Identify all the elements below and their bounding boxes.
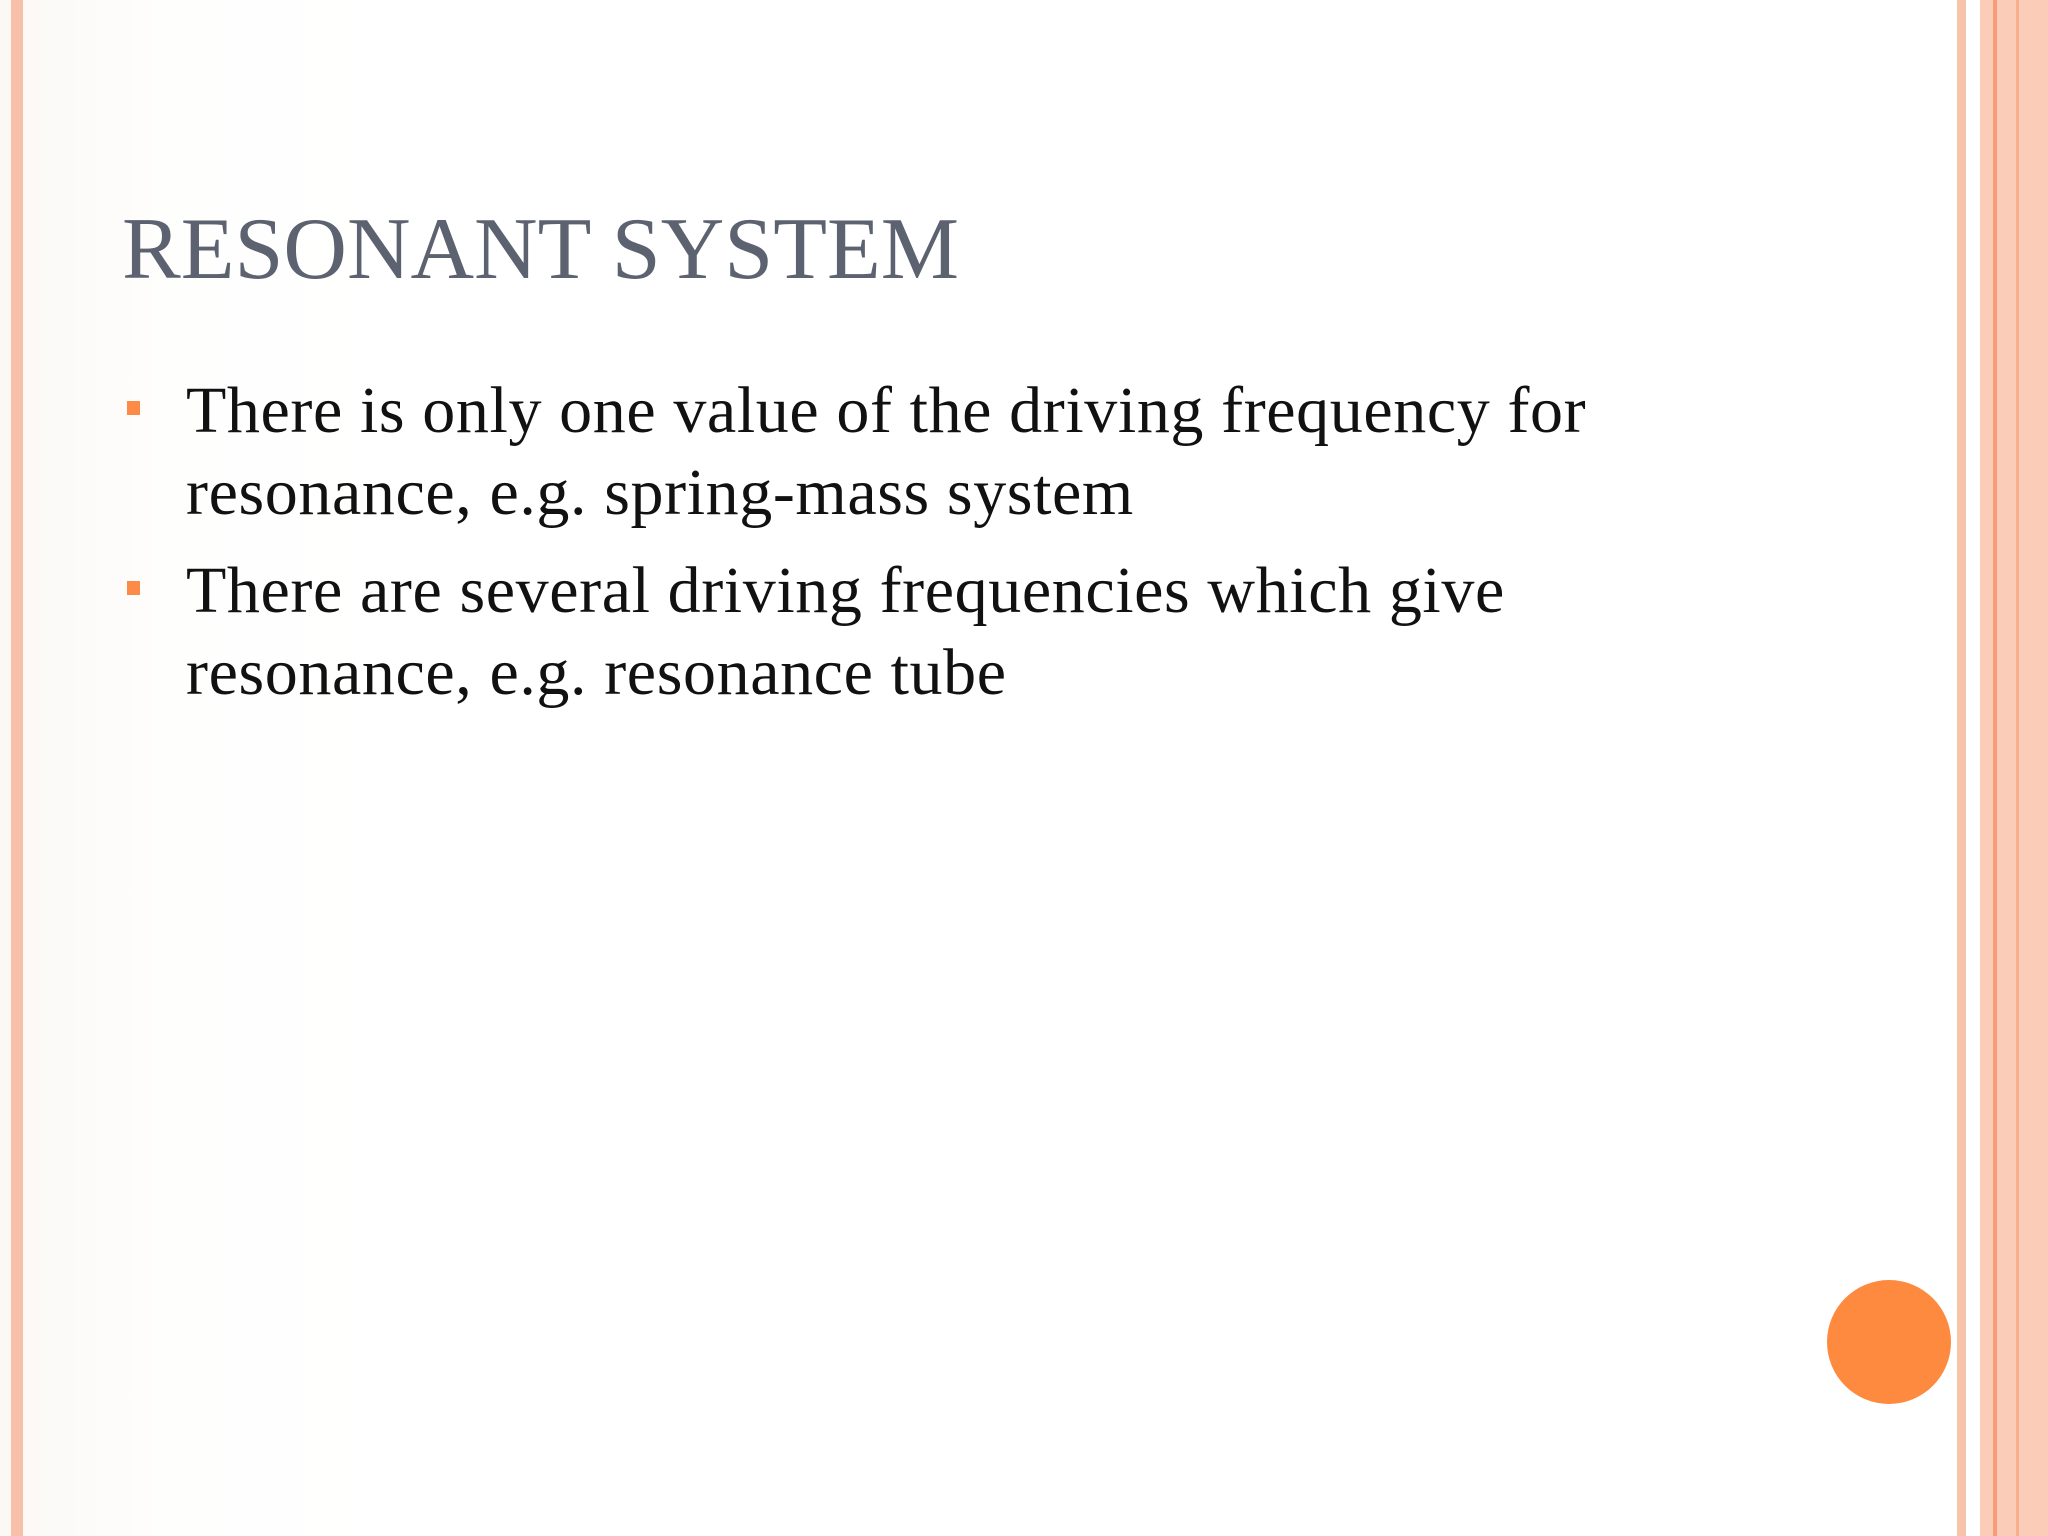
right-border-bar-outer bbox=[1980, 0, 2048, 1536]
square-bullet-icon bbox=[127, 581, 140, 595]
square-bullet-icon bbox=[127, 401, 140, 415]
right-border-line bbox=[1993, 0, 1997, 1536]
bullet-text: There are several driving frequencies which give resonance, e.g. resonance tube bbox=[186, 554, 1505, 709]
bullet-item bbox=[124, 370, 1764, 534]
left-border-bar bbox=[11, 0, 23, 1536]
orange-circle-icon bbox=[1827, 1280, 1951, 1404]
slide-title: RESONANT SYSTEM bbox=[122, 201, 959, 298]
bullet-item bbox=[124, 550, 1764, 714]
bullet-list bbox=[124, 370, 1764, 730]
right-border-bar-inner bbox=[1957, 0, 1966, 1536]
bullet-text: There is only one value of the driving frequency for resonance, e.g. spring-mass system bbox=[186, 374, 1587, 529]
right-border-line bbox=[2016, 0, 2019, 1536]
